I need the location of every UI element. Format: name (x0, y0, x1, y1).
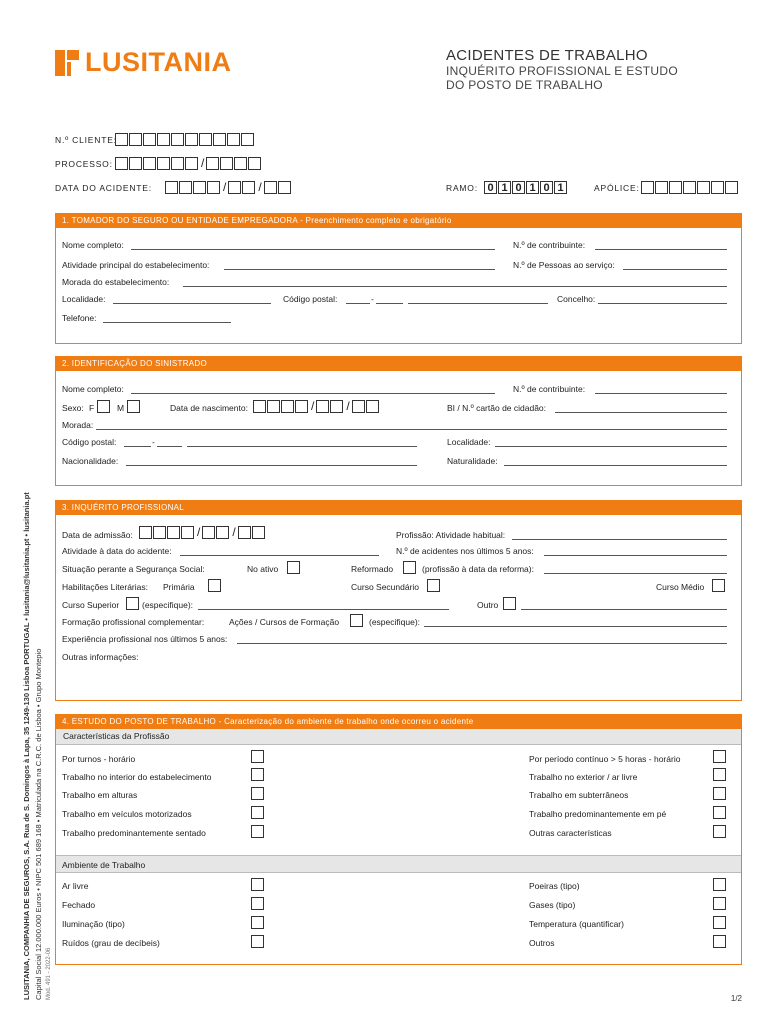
subtitle-line-2: DO POSTO DE TRABALHO (446, 78, 603, 92)
s2-sexo-f-label: F (89, 403, 95, 413)
cliente-label: N.º CLIENTE: (55, 134, 117, 145)
s2-bi-label: BI / N.º cartão de cidadão: (447, 403, 547, 413)
g2-left-checkbox[interactable] (251, 897, 264, 910)
g1-left-item: Trabalho em veículos motorizados (62, 809, 192, 819)
s3-secundario-checkbox[interactable] (427, 579, 440, 592)
g2-right-item: Poeiras (tipo) (529, 881, 580, 891)
s2-codigo-postal-field-1[interactable] (124, 446, 151, 447)
section-1-header (56, 214, 741, 228)
ramo-digit: 0 (512, 181, 525, 194)
ramo-label: RAMO: (446, 182, 478, 193)
s1-nome-field[interactable] (131, 249, 495, 250)
s3-reformado-label: Reformado (351, 564, 394, 574)
section-2-title: 2. IDENTIFICAÇÃO DO SINISTRADO (62, 359, 208, 368)
s3-acoes-checkbox[interactable] (350, 614, 363, 627)
g1-left-item: Por turnos - horário (62, 754, 136, 764)
s1-codigo-postal-field-3[interactable] (408, 303, 548, 304)
g1-left-checkbox[interactable] (251, 768, 264, 781)
s2-morada-label: Morada: (62, 420, 94, 430)
ramo-boxes[interactable] (484, 181, 568, 194)
s2-bi-field[interactable] (555, 412, 727, 413)
g1-right-checkbox[interactable] (713, 787, 726, 800)
sidebar-legal-info: Capital Social 12.000.000 Euros • NIPC 501 689 168 • Matriculada na C.R.C. de Lisboa • Grupo Montepio (34, 648, 43, 1000)
s3-secundario-label: Curso Secundário (351, 582, 420, 592)
s1-localidade-label: Localidade: (62, 294, 106, 304)
ramo-digit: 0 (540, 181, 553, 194)
section-4-subtitle: - Caracterização do ambiente de trabalho onde ocorreu o acidente (216, 717, 474, 726)
s2-nascimento-boxes[interactable]: / / (253, 400, 380, 413)
g2-right-item: Outros (529, 938, 555, 948)
page-number: 1/2 (730, 994, 742, 1003)
s3-formacao-label: Formação profissional complementar: (62, 617, 205, 627)
s1-codigo-postal-field-1[interactable] (346, 303, 370, 304)
s3-primaria-checkbox[interactable] (208, 579, 221, 592)
section-2-header (56, 357, 741, 371)
s1-telefone-field[interactable] (103, 322, 231, 323)
g2-right-checkbox[interactable] (713, 916, 726, 929)
s1-concelho-field[interactable] (598, 303, 727, 304)
section-4-header (56, 715, 741, 729)
s3-superior-field[interactable] (198, 609, 449, 610)
data-acidente-boxes[interactable]: / / (165, 181, 292, 194)
s3-profissao-label: Profissão: Atividade habitual: (396, 530, 506, 540)
data-acidente-label: DATA DO ACIDENTE: (55, 182, 152, 193)
s3-profissao-field[interactable] (512, 539, 727, 540)
s3-admissao-boxes[interactable]: / / (139, 526, 266, 539)
apolice-label: APÓLICE: (594, 182, 640, 193)
s2-contribuinte-field[interactable] (595, 393, 727, 394)
s2-sexo-m-label: M (117, 403, 125, 413)
s2-sexo-m-checkbox[interactable] (127, 400, 140, 413)
section-posto-trabalho (55, 714, 742, 965)
section-3-header (56, 501, 741, 515)
g1-left-item: Trabalho em alturas (62, 790, 138, 800)
s3-experiencia-field[interactable] (237, 643, 727, 644)
s3-superior-checkbox[interactable] (126, 597, 139, 610)
g2-left-item: Fechado (62, 900, 96, 910)
page-subtitle (446, 64, 678, 92)
s3-reformado-checkbox[interactable] (403, 561, 416, 574)
s2-sexo-label: Sexo: (62, 403, 84, 413)
caracteristicas-subheader: Características da Profissão (56, 729, 741, 745)
logo (55, 47, 232, 78)
s1-nome-label: Nome completo: (62, 240, 124, 250)
s2-codigo-postal-field-2[interactable] (157, 446, 182, 447)
s2-naturalidade-field[interactable] (504, 465, 727, 466)
g1-right-checkbox[interactable] (713, 806, 726, 819)
s3-atividade-field[interactable] (180, 555, 379, 556)
s1-atividade-field[interactable] (224, 269, 495, 270)
g2-left-checkbox[interactable] (251, 916, 264, 929)
g1-left-item: Trabalho predominantemente sentado (62, 828, 206, 838)
brand-name: LUSITANIA (85, 47, 232, 77)
s1-atividade-label: Atividade principal do estabelecimento: (62, 260, 210, 270)
data-acidente-row (55, 181, 292, 194)
apolice-boxes[interactable] (641, 181, 739, 194)
s3-experiencia-label: Experiência profissional nos últimos 5 anos: (62, 634, 228, 644)
section-3-title: 3. INQUÉRITO PROFISSIONAL (62, 503, 185, 512)
g1-right-item: Trabalho predominantemente em pé (529, 809, 667, 819)
s3-outro-field[interactable] (521, 609, 727, 610)
s2-codigo-postal-field-3[interactable] (187, 446, 417, 447)
s3-outras-label: Outras informações: (62, 652, 139, 662)
ramo-digit: 1 (498, 181, 511, 194)
s3-primaria-label: Primária (163, 582, 195, 592)
s1-concelho-label: Concelho: (557, 294, 596, 304)
s2-nascimento-label: Data de nascimento: (170, 403, 248, 413)
s2-nacionalidade-field[interactable] (126, 465, 417, 466)
s3-atividade-label: Atividade à data do acidente: (62, 546, 172, 556)
ramo-digit: 0 (484, 181, 497, 194)
g2-right-checkbox[interactable] (713, 935, 726, 948)
ramo-row (446, 181, 568, 194)
s2-codigo-postal-label: Código postal: (62, 437, 117, 447)
cliente-row (55, 133, 255, 146)
s2-localidade-label: Localidade: (447, 437, 491, 447)
s3-outro-checkbox[interactable] (503, 597, 516, 610)
s3-admissao-label: Data de admissão: (62, 530, 133, 540)
g2-right-item: Gases (tipo) (529, 900, 576, 910)
g1-left-checkbox[interactable] (251, 750, 264, 763)
s3-no-ativo-label: No ativo (247, 564, 279, 574)
s3-seguranca-label: Situação perante a Segurança Social: (62, 564, 205, 574)
g2-right-item: Temperatura (quantificar) (529, 919, 624, 929)
g1-left-checkbox[interactable] (251, 806, 264, 819)
s3-outro-label: Outro (477, 600, 499, 610)
s3-medio-checkbox[interactable] (712, 579, 725, 592)
ramo-digit: 1 (554, 181, 567, 194)
g1-right-item: Trabalho no exterior / ar livre (529, 772, 638, 782)
g2-left-item: Iluminação (tipo) (62, 919, 125, 929)
g1-right-checkbox[interactable] (713, 825, 726, 838)
page-title: ACIDENTES DE TRABALHO (446, 47, 648, 64)
s3-acoes-label: Ações / Cursos de Formação (229, 617, 340, 627)
s3-superior-label: Curso Superior (62, 600, 120, 610)
g1-left-checkbox[interactable] (251, 787, 264, 800)
s3-acidentes-field[interactable] (544, 555, 727, 556)
ambiente-subheader (56, 855, 741, 873)
s3-habilitacoes-label: Habilitações Literárias: (62, 582, 148, 592)
processo-label: PROCESSO: (55, 158, 113, 169)
ramo-digit: 1 (526, 181, 539, 194)
s3-medio-label: Curso Médio (656, 582, 705, 592)
apolice-row (594, 181, 739, 194)
s2-nacionalidade-label: Nacionalidade: (62, 456, 119, 466)
cliente-boxes[interactable] (115, 133, 255, 146)
s2-morada-field[interactable] (96, 429, 727, 430)
s2-sexo-f-checkbox[interactable] (97, 400, 110, 413)
section-4-title: 4. ESTUDO DO POSTO DE TRABALHO (62, 717, 217, 726)
g1-left-checkbox[interactable] (251, 825, 264, 838)
g1-right-item: Outras características (529, 828, 612, 838)
s2-naturalidade-label: Naturalidade: (447, 456, 498, 466)
g2-left-checkbox[interactable] (251, 935, 264, 948)
s3-especifique2-label: (especifique): (369, 617, 421, 627)
g2-right-checkbox[interactable] (713, 878, 726, 891)
s1-morada-field[interactable] (183, 286, 727, 287)
g1-right-checkbox[interactable] (713, 750, 726, 763)
s1-codigo-postal-field-2[interactable] (376, 303, 403, 304)
section-1-title: 1. TOMADOR DO SEGURO OU ENTIDADE EMPREGADORA (62, 216, 298, 225)
s3-especifique-label: (especifique): (142, 600, 194, 610)
s1-contribuinte-field[interactable] (595, 249, 727, 250)
g2-left-item: Ruídos (grau de decíbeis) (62, 938, 160, 948)
s3-profissao-reforma-label: (profissão à data da reforma): (422, 564, 534, 574)
ambiente-subheader-label: Ambiente de Trabalho (62, 860, 146, 870)
s1-pessoas-label: N.º de Pessoas ao serviço: (513, 260, 615, 270)
g1-right-checkbox[interactable] (713, 768, 726, 781)
section-1-subtitle: - Preenchimento completo e obrigatório (297, 216, 452, 225)
s1-localidade-field[interactable] (113, 303, 271, 304)
s3-acidentes-label: N.º de acidentes nos últimos 5 anos: (396, 546, 534, 556)
s2-nome-label: Nome completo: (62, 384, 124, 394)
sidebar-form-code: Mod. 491 - 2022-06 (46, 947, 52, 1000)
s2-contribuinte-label: N.º de contribuinte: (513, 384, 586, 394)
s2-nome-field[interactable] (131, 393, 495, 394)
s2-localidade-field[interactable] (495, 446, 727, 447)
g1-right-item: Por período contínuo > 5 horas - horário (529, 754, 681, 764)
s3-profissao-reforma-field[interactable] (544, 573, 727, 574)
processo-row (55, 157, 262, 170)
subtitle-line-1: INQUÉRITO PROFISSIONAL E ESTUDO (446, 64, 679, 78)
g2-left-item: Ar livre (62, 881, 89, 891)
g1-right-item: Trabalho em subterrâneos (529, 790, 629, 800)
g2-right-checkbox[interactable] (713, 897, 726, 910)
s1-morada-label: Morada do estabelecimento: (62, 277, 170, 287)
lusitania-logo-icon (55, 50, 79, 76)
section-sinistrado (55, 356, 742, 486)
s1-codigo-postal-label: Código postal: (283, 294, 338, 304)
g2-left-checkbox[interactable] (251, 878, 264, 891)
s3-formacao-field[interactable] (424, 626, 727, 627)
s1-contribuinte-label: N.º de contribuinte: (513, 240, 586, 250)
sidebar-company-info: LUSITANIA, COMPANHIA DE SEGUROS, S.A. Rua de S. Domingos à Lapa, 35 1249-130 Lisboa PORTUGAL • lusitania@lusitania.pt • lusitania.pt (22, 492, 31, 1000)
processo-boxes[interactable]: / (115, 157, 262, 170)
g1-left-item: Trabalho no interior do estabelecimento (62, 772, 212, 782)
s3-no-ativo-checkbox[interactable] (287, 561, 300, 574)
s1-telefone-label: Telefone: (62, 313, 97, 323)
s1-pessoas-field[interactable] (623, 269, 727, 270)
